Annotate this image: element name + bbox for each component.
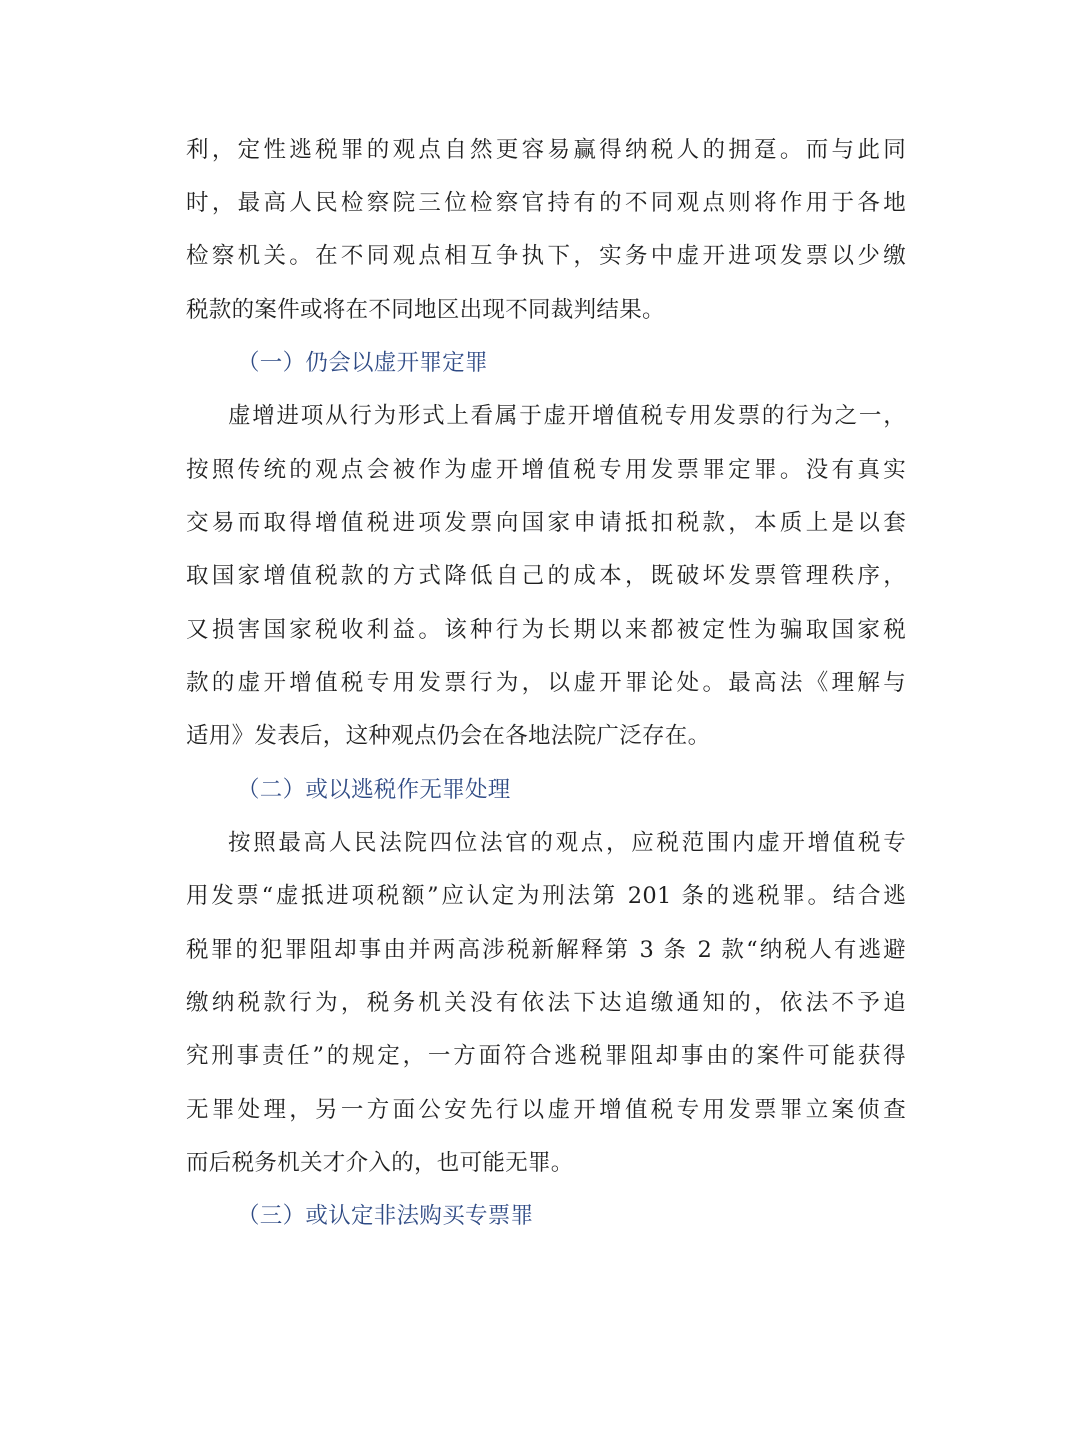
body-text-line: 税款的案件或将在不同地区出现不同裁判结果。: [186, 297, 665, 323]
body-text-line: 又损害国家税收利益。该种行为长期以来都被定性为骗取国家税: [186, 617, 906, 643]
body-text-line: 取国家增值税款的方式降低自己的成本，既破坏发票管理秩序，: [186, 563, 906, 589]
body-text-line: 按照最高人民法院四位法官的观点，应税范围内虚开增值税专: [228, 830, 906, 856]
body-text-line: 税罪的犯罪阻却事由并两高涉税新解释第 3 条 2 款“纳税人有逃避: [186, 937, 906, 963]
body-text-line: 而后税务机关才介入的，也可能无罪。: [186, 1150, 574, 1176]
body-text-line: 检察机关。在不同观点相互争执下，实务中虚开进项发票以少缴: [186, 243, 906, 269]
body-text-line: 无罪处理，另一方面公安先行以虚开增值税专用发票罪立案侦查: [186, 1097, 906, 1123]
body-text-line: 适用》发表后，这种观点仍会在各地法院广泛存在。: [186, 723, 711, 749]
body-text-line: 款的虚开增值税专用发票行为，以虚开罪论处。最高法《理解与: [186, 670, 906, 696]
body-text-line: 按照传统的观点会被作为虚开增值税专用发票罪定罪。没有真实: [186, 457, 906, 483]
body-text-line: 虚增进项从行为形式上看属于虚开增值税专用发票的行为之一，: [228, 403, 906, 429]
body-text-line: 究刑事责任”的规定，一方面符合逃税罪阻却事由的案件可能获得: [186, 1043, 906, 1069]
section-heading-2: （二）或以逃税作无罪处理: [237, 777, 511, 803]
body-text-line: 时，最高人民检察院三位检察官持有的不同观点则将作用于各地: [186, 190, 906, 216]
body-text-line: 交易而取得增值税进项发票向国家申请抵扣税款，本质上是以套: [186, 510, 906, 536]
body-text-line: 利，定性逃税罪的观点自然更容易赢得纳税人的拥趸。而与此同: [186, 137, 906, 163]
section-heading-3: （三）或认定非法购买专票罪: [237, 1203, 534, 1229]
section-heading-1: （一）仍会以虚开罪定罪: [237, 350, 488, 376]
body-text-line: 用发票“虚抵进项税额”应认定为刑法第 201 条的逃税罪。结合逃: [186, 883, 906, 909]
body-text-line: 缴纳税款行为，税务机关没有依法下达追缴通知的，依法不予追: [186, 990, 906, 1016]
